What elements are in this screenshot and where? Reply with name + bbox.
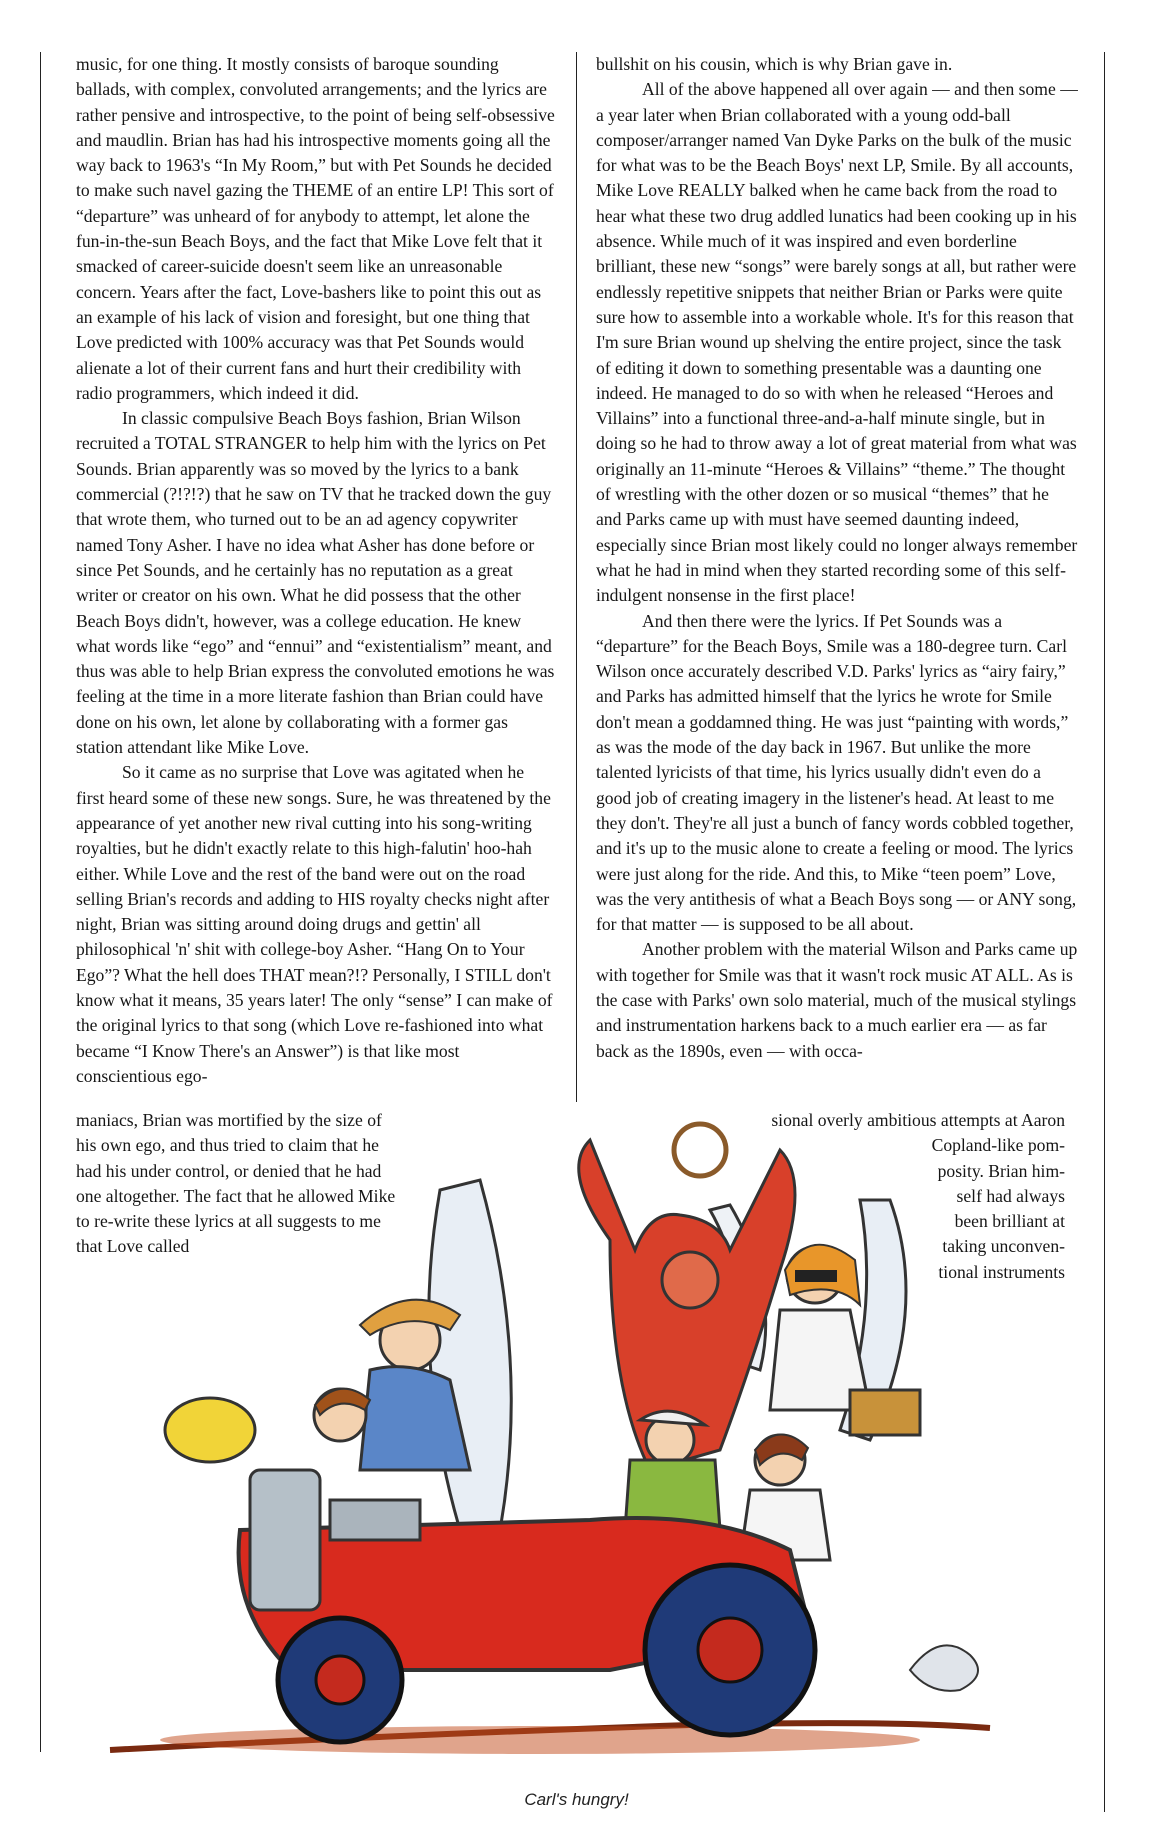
right-wrap-line-4: self had always — [956, 1185, 1065, 1206]
left-paragraph-2: In classic compulsive Beach Boys fashion, Brian Wilson recruited a TOTAL STRANGER to help him with the lyrics on Pet Sounds. Brian apparently was so moved by the lyrics to a bank commercial (?!?!?) that he saw on TV that he tracked down the guy that wrote them, who turned out to be an ad agency copywriter named Tony Asher. I have no idea what Asher has done before or since Pet Sounds, and he certainly has no reputation as a great writer or creator on his own. What he did possess that the other Beach Boys didn't, however, was a college education. He knew what words like “ego” and “ennui” and “existentialism” meant, and thus was able to help Brian express the convoluted emotions he was feeling at the time in a more literate fashion than Brian could have done on his own, let alone by collaborating with a former gas station attendant like Mike Love. — [76, 408, 555, 758]
left-wrap-text: maniacs, Brian was mortified by the size of his own ego, and thus tried to claim that he had his under control, or denied that he had one altogether. The fact that he allowed Mike to re-write these lyrics at all suggests to me that Love called — [76, 1110, 396, 1257]
illustration-caption: Carl's hungry! — [524, 1790, 629, 1809]
right-wrap-line-3: posity. Brian him- — [937, 1160, 1065, 1181]
right-paragraph-1: bullshit on his cousin, which is why Brian gave in. — [596, 54, 953, 74]
right-wrap-line-1: sional overly ambitious attempts at Aaron — [771, 1110, 1065, 1130]
right-wrap-line-2: Copland-like pom- — [931, 1135, 1065, 1156]
right-paragraph-3: And then there were the lyrics. If Pet Sounds was a “departure” for the Beach Boys, Smile was a 180-degree turn. Carl Wilson once accurately described V.D. Parks' lyrics as “airy fairy,” and Parks has admitted himself that the lyrics he wrote for Smile don't mean a goddamned thing. He was just “painting with words,” as was the mode of the day back in 1967. But unlike the more talented lyricists of that time, his lyrics usually didn't even do a good job of creating imagery in the listener's head. At least to me they don't. They're all just a bunch of fancy words cobbled together, and it's up to the music alone to create a feeling or mood. The lyrics were just along for the ride. And this, to Mike “teen poem” Love, was the very antithesis of what a Beach Boys song — or ANY song, for that matter — is supposed to be all about. — [596, 610, 1077, 935]
right-column-rule — [1104, 52, 1105, 1812]
right-paragraph-4: Another problem with the material Wilson and Parks came up with together for Smile was that it wasn't rock music AT ALL. As is the case with Parks' own solo material, much of the musical stylings and instrumentation harkens back to a much earlier era — as far back as the 1890s, even — with occa- — [596, 939, 1078, 1061]
right-wrap-line-6: taking unconven- — [942, 1236, 1065, 1257]
left-paragraph-3: So it came as no surprise that Love was agitated when he first heard some of these new songs. Sure, he was threatened by the appearance of yet another new rival cutting into his song-writing royalties, but he didn't exactly relate to this high-falutin' hoo-hah either. While Love and the rest of the band were out on the road selling Brian's records and adding to HIS royalty checks night after night, Brian was sitting around doing drugs and gettin' all philosophical 'n' shit with college-boy Asher. “Hang On to Your Ego”? What the hell does THAT mean?!? Personally, I STILL don't know what it means, 35 years later! The only “sense” I can make of the original lyrics to that song (which Love re-fashioned into what became “I Know There's an Answer”) is that like most conscientious ego- — [76, 762, 553, 1086]
left-paragraph-1: music, for one thing. It mostly consists of baroque sounding ballads, with complex, convoluted arrangements; and the lyrics are rather pensive and introspective, to the point of being self-obsessive and maudlin. Brian has had his introspective moments going all the way back to 1963's “In My Room,” but with Pet Sounds he decided to make such navel gazing the THEME of an entire LP! This sort of “departure” was unheard of for anybody to attempt, let alone the fun-in-the-sun Beach Boys, and the fact that Mike Love felt that it smacked of career-suicide doesn't seem like an unreasonable concern. Years after the fact, Love-bashers like to point this out as an example of his lack of vision and foresight, but one thing that Love predicted with 100% accuracy was that Pet Sounds would alienate a lot of their current fans and hurt their credibility with radio programmers, which indeed it did. — [76, 54, 555, 403]
right-wrap-line-5: been brilliant at — [954, 1211, 1065, 1232]
right-wrap-text — [605, 1108, 1065, 1285]
right-text-column — [596, 52, 1078, 1064]
center-column-rule — [576, 52, 577, 1102]
left-text-column — [76, 52, 556, 1089]
left-column-rule — [40, 52, 41, 1752]
right-wrap-line-7: tional instruments — [938, 1261, 1065, 1282]
right-paragraph-2: All of the above happened all over again — and then some — a year later when Brian collaborated with a young odd-ball composer/arranger named Van Dyke Parks on the bulk of the music for what was to be the Beach Boys' next LP, Smile. By all accounts, Mike Love REALLY balked when he came back from the road to hear what these two drug addled lunatics had been cooking up in his absence. While much of it was inspired and even borderline brilliant, these new “songs” were barely songs at all, but rather were endlessly repetitive snippets that neither Brian or Parks were quite sure how to assemble into a workable whole. It's for this reason that I'm sure Brian wound up shelving the entire project, since the task of editing it down to something presentable was a daunting one indeed. He managed to do so with when he released “Heroes and Villains” into a functional three-and-a-half minute single, but in doing so he had to throw away a lot of great material from what was originally an 11-minute “Heroes & Villains” “theme.” The thought of wrestling with the other dozen or so musical “themes” that he and Parks came up with must have seemed daunting indeed, especially since Brian most likely could no longer always remember what he had in mind when they started recording some of this self-indulgent nonsense in the first place! — [596, 79, 1078, 606]
